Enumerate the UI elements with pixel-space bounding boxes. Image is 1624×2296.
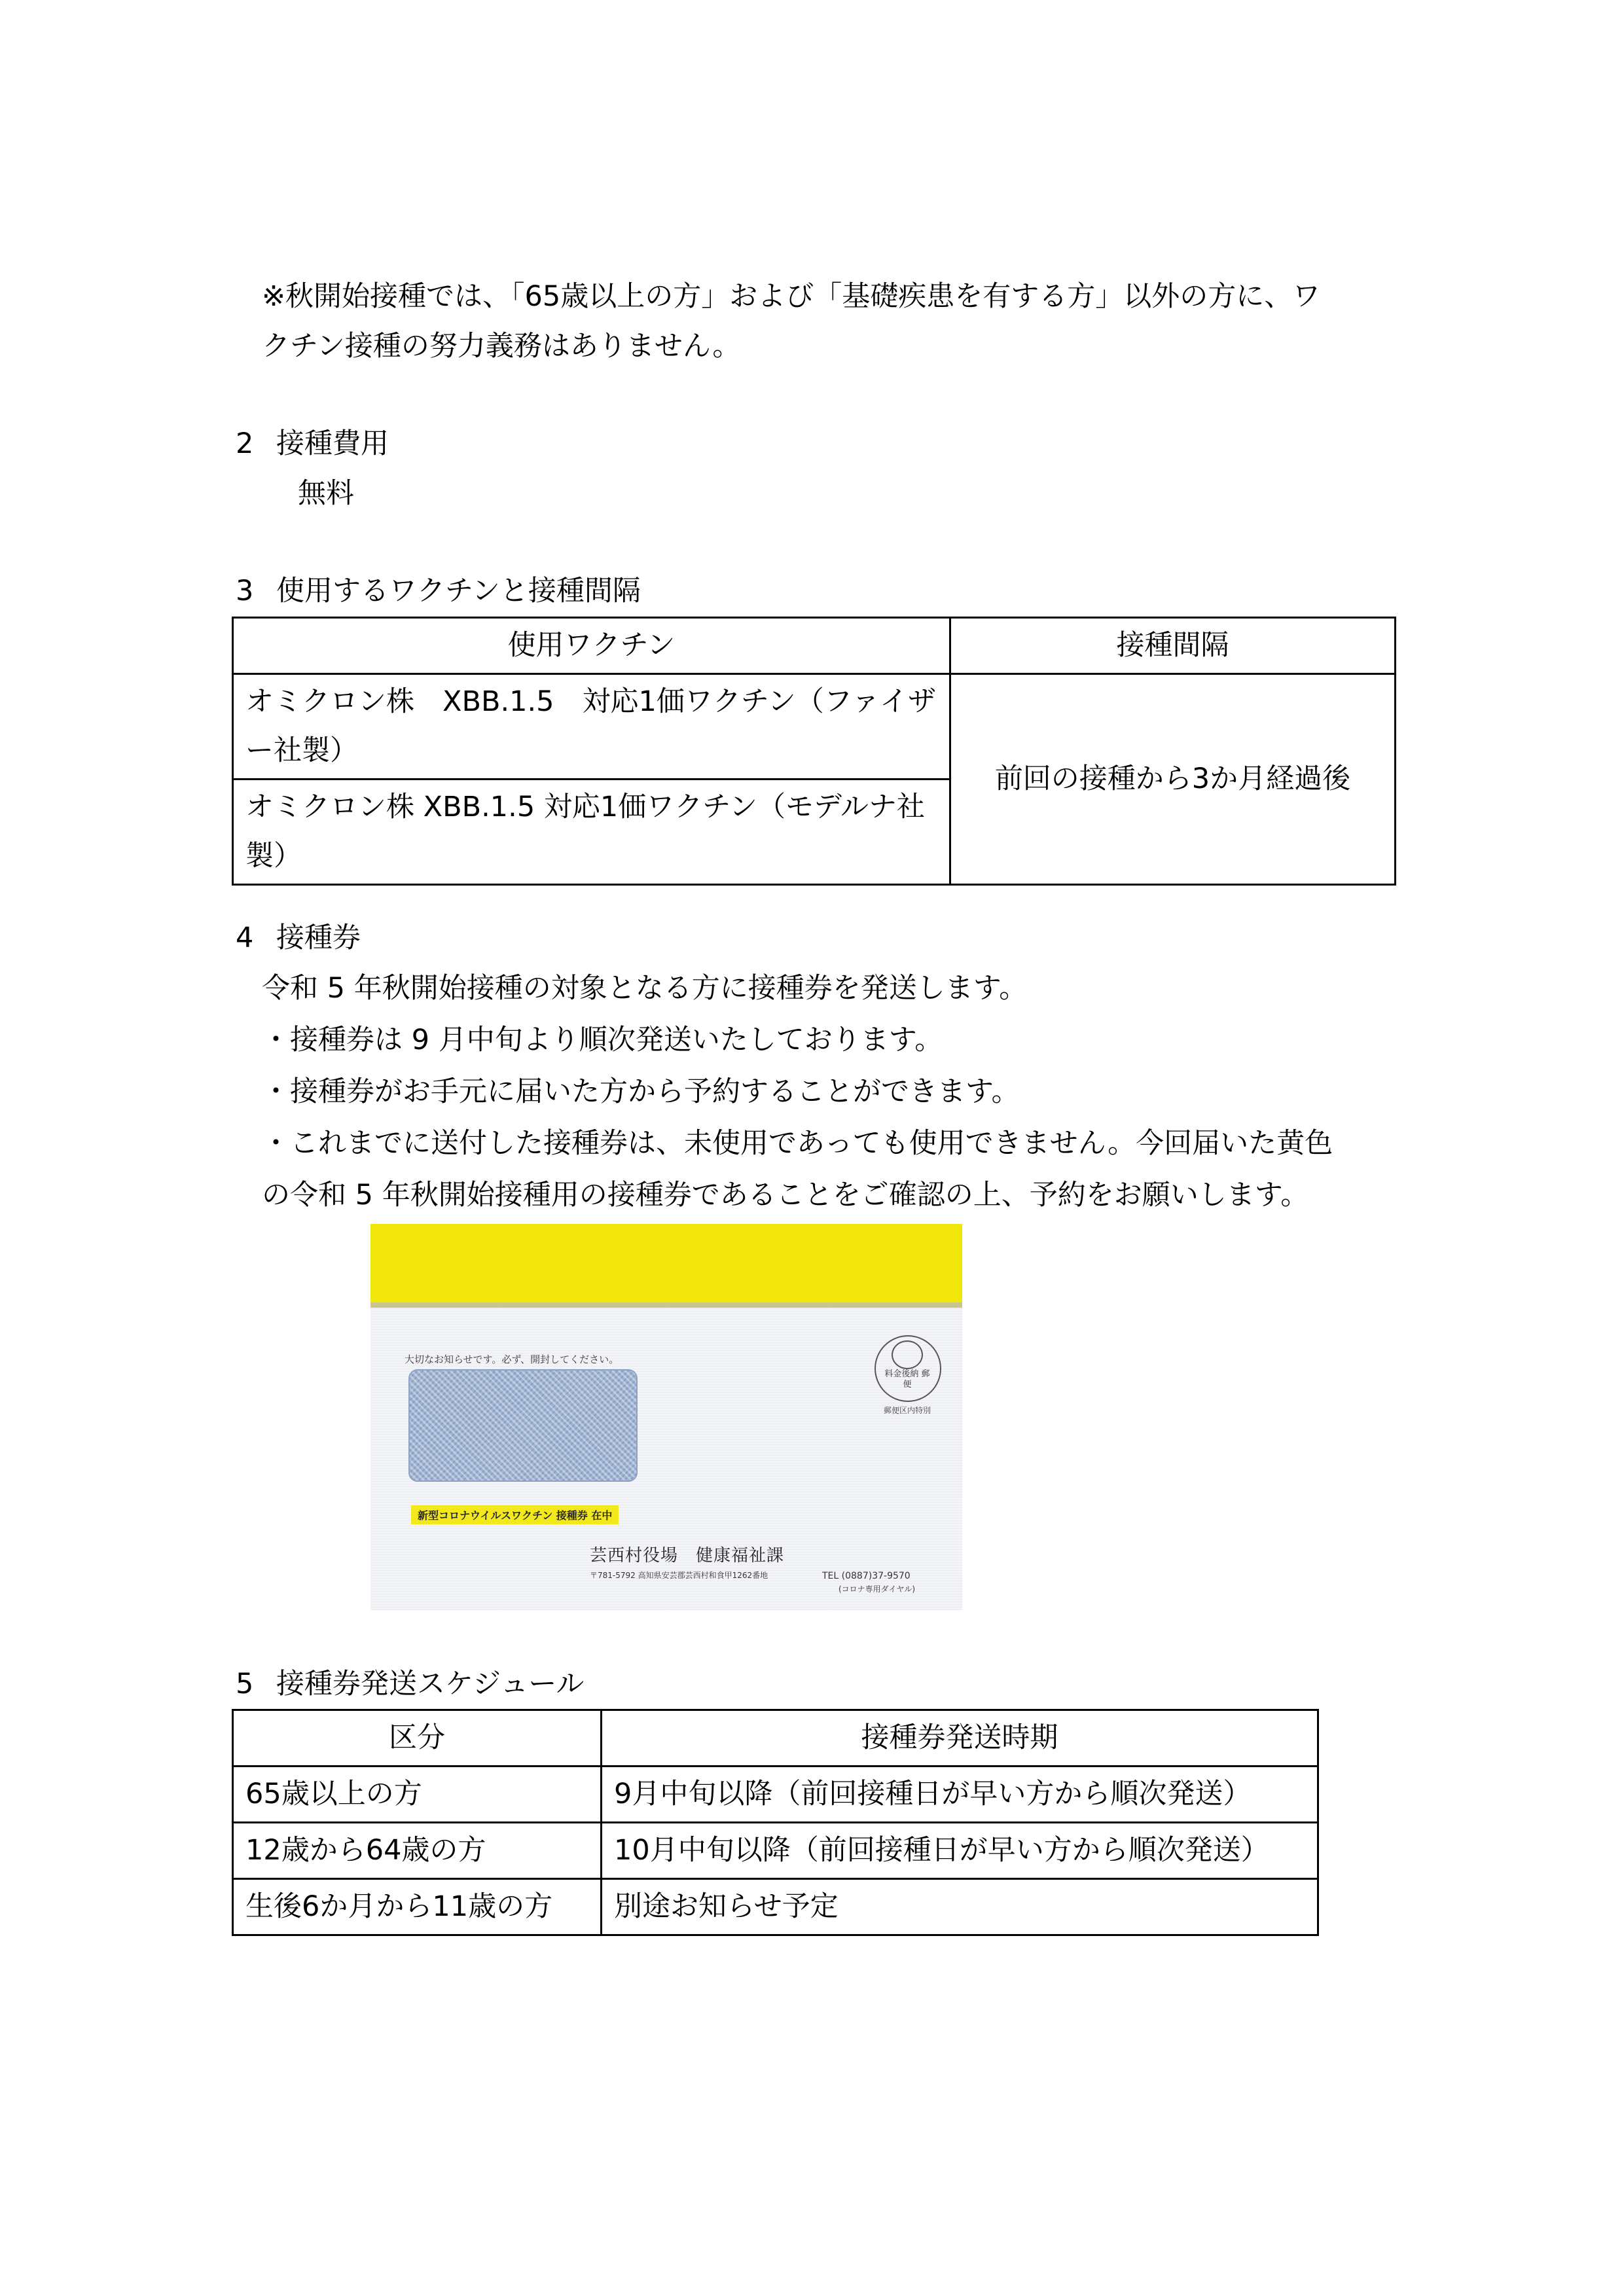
postage-mark-icon bbox=[892, 1340, 923, 1369]
table-header-row bbox=[233, 1710, 1318, 1767]
section-title: 使用するワクチンと接種間隔 bbox=[276, 575, 641, 607]
envelope-flap bbox=[370, 1224, 962, 1302]
cost-value: 無料 bbox=[298, 477, 354, 510]
group-cell: 生後6か月から11歳の方 bbox=[233, 1879, 602, 1935]
envelope-address: 〒781-5792 高知県安芸郡芸西村和食甲1262番地 bbox=[590, 1571, 768, 1580]
table-row bbox=[233, 674, 1396, 780]
header-interval: 接種間隔 bbox=[950, 618, 1396, 674]
section-4-heading bbox=[236, 913, 361, 963]
note-line-1: ※秋開始接種では、「65歳以上の方」および「基礎疾患を有する方」以外の方に、ワ bbox=[262, 280, 1321, 313]
group-cell: 12歳から64歳の方 bbox=[233, 1823, 602, 1879]
section-number: 2 bbox=[236, 427, 254, 460]
table-row bbox=[233, 1767, 1318, 1823]
section-title: 接種費用 bbox=[276, 427, 389, 460]
header-group: 区分 bbox=[233, 1710, 602, 1767]
vaccine-table bbox=[232, 617, 1396, 886]
ticket-bullet-3-line-1: ・これまでに送付した接種券は、未使用であっても使用できません。今回届いた黄色 bbox=[262, 1127, 1333, 1160]
table-row bbox=[233, 1823, 1318, 1879]
envelope-phone: TEL (0887)37-9570 bbox=[822, 1571, 911, 1581]
vaccine-pfizer: オミクロン株 XBB.1.5 対応1価ワクチン（ファイザー社製） bbox=[233, 674, 950, 780]
envelope-notice: 大切なお知らせです。必ず、開封してください。 bbox=[405, 1354, 619, 1365]
section-2-heading bbox=[236, 419, 389, 469]
timing-cell: 10月中旬以降（前回接種日が早い方から順次発送） bbox=[602, 1823, 1318, 1879]
section-5-heading bbox=[236, 1659, 584, 1709]
envelope-photo bbox=[370, 1224, 962, 1610]
section-title: 接種券 bbox=[276, 922, 361, 954]
section-number: 4 bbox=[236, 922, 254, 954]
table-row bbox=[233, 1879, 1318, 1935]
postage-stamp-text: 料金後納 郵 便 bbox=[884, 1369, 930, 1390]
group-cell: 65歳以上の方 bbox=[233, 1767, 602, 1823]
interval-value: 前回の接種から3か月経過後 bbox=[950, 674, 1396, 885]
ticket-bullet-3-line-2: の令和 5 年秋開始接種用の接種券であることをご確認の上、予約をお願いします。 bbox=[262, 1179, 1309, 1211]
schedule-table bbox=[232, 1709, 1319, 1936]
envelope-label: 新型コロナウイルスワクチン 接種券 在中 bbox=[411, 1505, 619, 1524]
timing-cell: 別途お知らせ予定 bbox=[602, 1879, 1318, 1935]
postage-note: 郵便区内特別 bbox=[883, 1406, 931, 1415]
ticket-intro: 令和 5 年秋開始接種の対象となる方に接種券を発送します。 bbox=[262, 972, 1028, 1005]
section-number: 5 bbox=[236, 1668, 254, 1700]
section-number: 3 bbox=[236, 575, 254, 607]
ticket-bullet-2: ・接種券がお手元に届いた方から予約することができます。 bbox=[262, 1075, 1020, 1108]
envelope-window bbox=[408, 1369, 638, 1482]
section-title: 接種券発送スケジュール bbox=[276, 1668, 585, 1700]
note-line-2: クチン接種の努力義務はありません。 bbox=[262, 330, 741, 363]
envelope-phone-note: (コロナ専用ダイヤル) bbox=[839, 1585, 916, 1594]
table-header-row bbox=[233, 618, 1396, 674]
header-vaccine: 使用ワクチン bbox=[233, 618, 950, 674]
envelope-flap-edge bbox=[370, 1302, 962, 1308]
header-timing: 接種券発送時期 bbox=[602, 1710, 1318, 1767]
vaccine-moderna: オミクロン株 XBB.1.5 対応1価ワクチン（モデルナ社製） bbox=[233, 780, 950, 885]
section-3-heading bbox=[236, 566, 641, 616]
envelope-sender: 芸西村役場 健康福祉課 bbox=[590, 1546, 785, 1566]
timing-cell: 9月中旬以降（前回接種日が早い方から順次発送） bbox=[602, 1767, 1318, 1823]
ticket-bullet-1: ・接種券は 9 月中旬より順次発送いたしております。 bbox=[262, 1024, 943, 1056]
